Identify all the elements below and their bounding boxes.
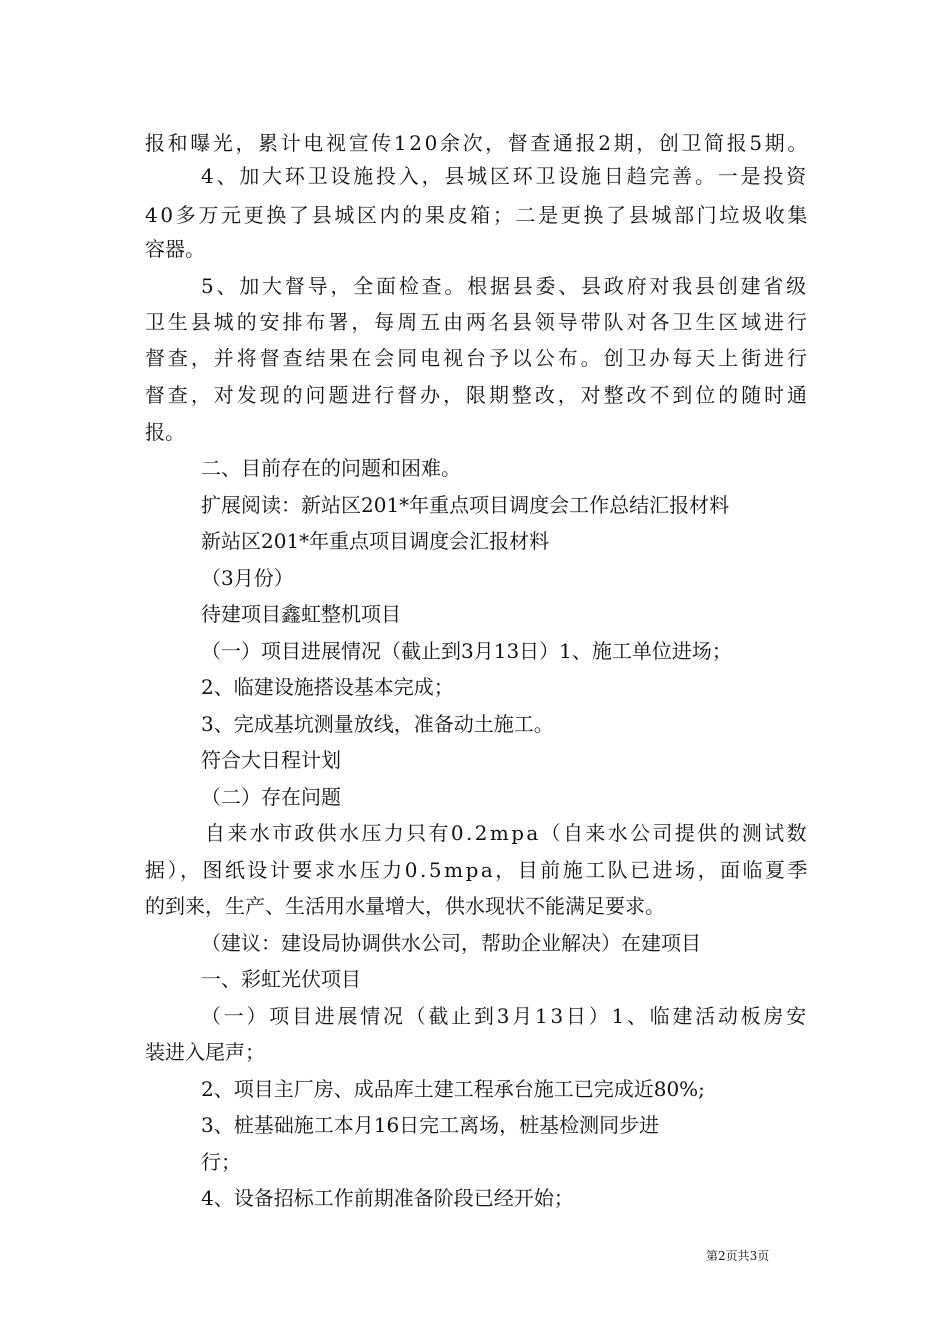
text-line-16: 2、临建设施搭设基本完成； — [201, 675, 454, 699]
page-number-footer: 第2页共3页 — [706, 1249, 770, 1263]
text-line-28: 3、桩基础施工本月16日完工离场，桩基检测同步进 — [201, 1113, 660, 1137]
text-line-29: 行； — [201, 1150, 241, 1174]
text-line-5: 5、加大督导，全面检查。根据县委、县政府对我县创建省级 — [201, 274, 809, 298]
text-line-6: 卫生县城的安排布署，每周五由两名县领导带队对各卫生区域进行 — [145, 310, 810, 334]
text-line-25: （一）项目进展情况（截止到3月13日）1、临建活动板房安 — [201, 1004, 809, 1028]
text-line-2: 4、加大环卫设施投入，县城区环卫设施日趋完善。一是投资 — [201, 164, 809, 188]
text-line-18: 符合大日程计划 — [201, 748, 341, 772]
text-line-15: （一）项目进展情况（截止到3月13日）1、施工单位进场； — [201, 639, 732, 663]
text-line-1: 报和曝光，累计电视宣传120余次，督查通报2期，创卫简报5期。 — [145, 131, 810, 155]
text-line-13: （3月份） — [201, 566, 294, 590]
text-line-11: 扩展阅读：新站区201*年重点项目调度会工作总结汇报材料 — [201, 493, 730, 517]
text-line-4: 容器。 — [145, 237, 205, 261]
text-line-21: 据），图纸设计要求水压力0.5mpa，目前施工队已进场，面临夏季 — [145, 858, 810, 882]
text-line-3: 40多万元更换了县城区内的果皮箱；二是更换了县城部门垃圾收集 — [145, 203, 810, 227]
text-line-17: 3、完成基坑测量放线，准备动土施工。 — [201, 712, 554, 736]
text-line-30: 4、设备招标工作前期准备阶段已经开始； — [201, 1186, 574, 1210]
text-line-14: 待建项目鑫虹整机项目 — [201, 602, 401, 626]
text-line-10: 二、目前存在的问题和困难。 — [201, 456, 461, 480]
text-line-23: （建议：建设局协调供水公司，帮助企业解决）在建项目 — [201, 931, 701, 955]
text-line-12: 新站区201*年重点项目调度会汇报材料 — [201, 529, 550, 553]
text-line-27: 2、项目主厂房、成品库土建工程承台施工已完成近80%; — [201, 1077, 705, 1101]
text-line-26: 装进入尾声； — [145, 1040, 265, 1064]
text-line-19: （二）存在问题 — [201, 785, 341, 809]
text-line-24: 一、彩虹光伏项目 — [201, 967, 361, 991]
text-line-20: 自来水市政供水压力只有0.2mpa（自来水公司提供的测试数 — [205, 821, 809, 845]
text-line-7: 督查，并将督查结果在会同电视台予以公布。创卫办每天上街进行 — [145, 346, 810, 370]
text-line-8: 督查，对发现的问题进行督办，限期整改，对整改不到位的随时通 — [145, 383, 810, 407]
text-line-9: 报。 — [145, 420, 185, 444]
text-line-22: 的到来，生产、生活用水量增大，供水现状不能满足要求。 — [145, 894, 665, 918]
